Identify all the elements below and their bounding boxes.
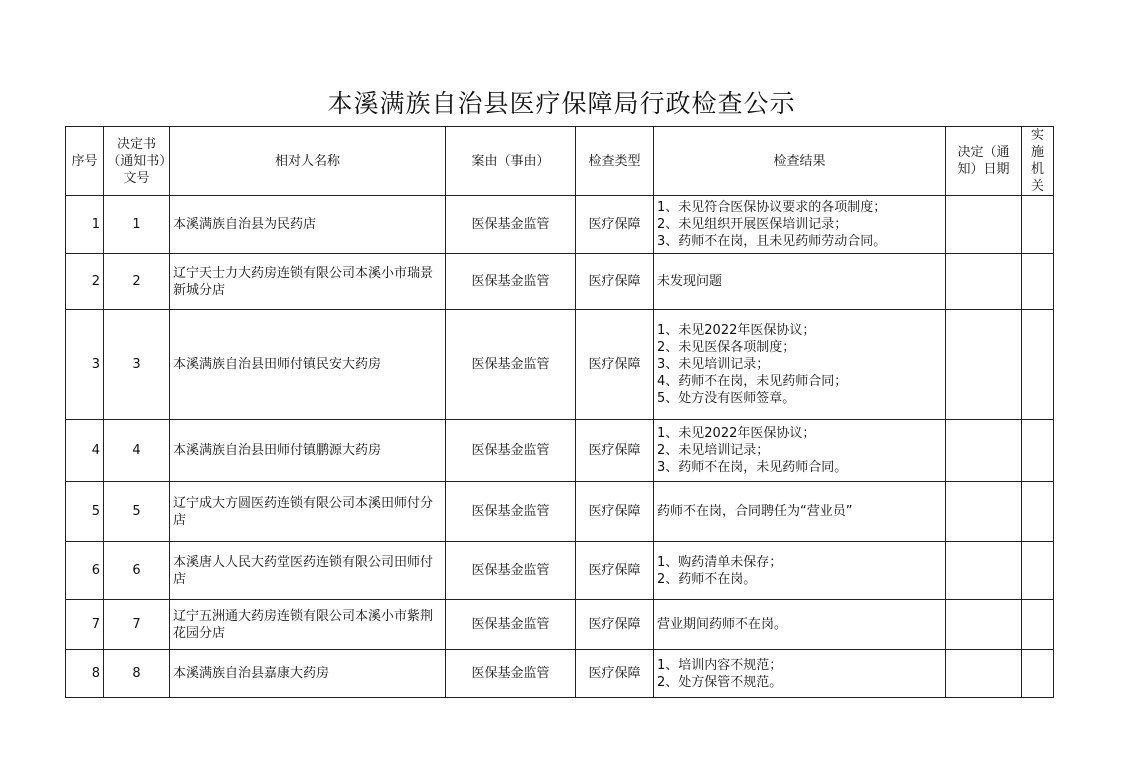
cell-type: 医疗保障 — [576, 650, 654, 698]
header-row — [66, 127, 1054, 196]
cell-reason: 医保基金监管 — [446, 196, 576, 254]
cell-result — [654, 254, 946, 310]
cell-name: 本溪唐人人民大药堂医药连锁有限公司田师付店 — [170, 542, 446, 600]
cell-result — [654, 420, 946, 482]
result-line: 未发现问题 — [657, 274, 723, 289]
table-row — [66, 600, 1054, 650]
cell-type: 医疗保障 — [576, 542, 654, 600]
cell-seq: 3 — [66, 310, 104, 420]
cell-agency — [1022, 482, 1054, 542]
result-line: 3、未见培训记录； — [657, 357, 770, 372]
cell-result — [654, 196, 946, 254]
result-line: 2、未见培训记录； — [657, 443, 770, 458]
cell-doc-no: 4 — [104, 420, 170, 482]
cell-decision-date — [946, 650, 1022, 698]
table-row — [66, 196, 1054, 254]
cell-reason: 医保基金监管 — [446, 482, 576, 542]
cell-name: 本溪满族自治县田师付镇鹏源大药房 — [170, 420, 446, 482]
result-line: 2、未见医保各项制度； — [657, 340, 796, 355]
cell-result — [654, 542, 946, 600]
cell-agency — [1022, 254, 1054, 310]
result-line: 3、药师不在岗，未见药师合同。 — [657, 460, 848, 475]
cell-doc-no: 1 — [104, 196, 170, 254]
cell-seq: 5 — [66, 482, 104, 542]
cell-doc-no: 2 — [104, 254, 170, 310]
cell-decision-date — [946, 542, 1022, 600]
cell-name: 辽宁五洲通大药房连锁有限公司本溪小市紫荆花园分店 — [170, 600, 446, 650]
cell-reason: 医保基金监管 — [446, 254, 576, 310]
cell-type: 医疗保障 — [576, 310, 654, 420]
cell-doc-no: 5 — [104, 482, 170, 542]
cell-agency — [1022, 420, 1054, 482]
cell-agency — [1022, 310, 1054, 420]
table-row — [66, 310, 1054, 420]
result-line: 5、处方没有医师签章。 — [657, 391, 796, 406]
cell-agency — [1022, 196, 1054, 254]
table-row — [66, 650, 1054, 698]
header-agency: 实施机关 — [1022, 127, 1054, 196]
header-name: 相对人名称 — [170, 127, 446, 196]
table-row — [66, 420, 1054, 482]
cell-result — [654, 600, 946, 650]
cell-reason: 医保基金监管 — [446, 310, 576, 420]
result-line: 4、药师不在岗，未见药师合同； — [657, 374, 848, 389]
header-reason: 案由（事由） — [446, 127, 576, 196]
cell-seq: 8 — [66, 650, 104, 698]
cell-doc-no: 6 — [104, 542, 170, 600]
cell-type: 医疗保障 — [576, 600, 654, 650]
cell-name: 辽宁天士力大药房连锁有限公司本溪小市瑞景新城分店 — [170, 254, 446, 310]
table-row — [66, 542, 1054, 600]
header-decision-date: 决定（通 知）日期 — [946, 127, 1022, 196]
cell-result — [654, 310, 946, 420]
cell-doc-no: 7 — [104, 600, 170, 650]
result-line: 1、培训内容不规范； — [657, 657, 783, 673]
header-doc-no: 决定书（通知书）文号 — [104, 127, 170, 196]
cell-agency — [1022, 600, 1054, 650]
cell-agency — [1022, 650, 1054, 698]
table-row — [66, 254, 1054, 310]
header-type: 检查类型 — [576, 127, 654, 196]
cell-type: 医疗保障 — [576, 420, 654, 482]
header-seq: 序号 — [66, 127, 104, 196]
cell-name: 本溪满族自治县田师付镇民安大药房 — [170, 310, 446, 420]
cell-type: 医疗保障 — [576, 482, 654, 542]
cell-reason: 医保基金监管 — [446, 420, 576, 482]
result-line: 1、未见2022年医保协议； — [657, 323, 816, 338]
cell-seq: 4 — [66, 420, 104, 482]
cell-decision-date — [946, 310, 1022, 420]
cell-result — [654, 482, 946, 542]
cell-seq: 7 — [66, 600, 104, 650]
cell-seq: 6 — [66, 542, 104, 600]
cell-result — [654, 650, 946, 698]
cell-type: 医疗保障 — [576, 254, 654, 310]
cell-type: 医疗保障 — [576, 196, 654, 254]
page-title: 本溪满族自治县医疗保障局行政检查公示 — [327, 89, 796, 118]
cell-seq: 2 — [66, 254, 104, 310]
cell-name: 本溪满族自治县嘉康大药房 — [170, 650, 446, 698]
cell-doc-no: 3 — [104, 310, 170, 420]
cell-decision-date — [946, 420, 1022, 482]
cell-seq: 1 — [66, 196, 104, 254]
cell-decision-date — [946, 600, 1022, 650]
result-line: 2、处方保管不规范。 — [657, 674, 783, 690]
result-line: 1、未见2022年医保协议； — [657, 426, 816, 441]
header-result: 检查结果 — [654, 127, 946, 196]
cell-decision-date — [946, 196, 1022, 254]
cell-reason: 医保基金监管 — [446, 542, 576, 600]
cell-name: 辽宁成大方圆医药连锁有限公司本溪田师付分店 — [170, 482, 446, 542]
cell-name: 本溪满族自治县为民药店 — [170, 196, 446, 254]
result-line: 营业期间药师不在岗。 — [657, 617, 788, 632]
table-body — [66, 196, 1054, 698]
result-line: 2、未见组织开展医保培训记录； — [657, 217, 848, 232]
cell-decision-date — [946, 254, 1022, 310]
cell-reason: 医保基金监管 — [446, 650, 576, 698]
cell-agency — [1022, 542, 1054, 600]
result-line: 2、药师不在岗。 — [657, 571, 757, 587]
cell-decision-date — [946, 482, 1022, 542]
result-line: 1、未见符合医保协议要求的各项制度； — [657, 200, 887, 215]
table-row — [66, 482, 1054, 542]
inspection-table — [65, 126, 1054, 698]
result-line: 3、药师不在岗，且未见药师劳动合同。 — [657, 234, 887, 249]
cell-reason: 医保基金监管 — [446, 600, 576, 650]
cell-doc-no: 8 — [104, 650, 170, 698]
result-line: 1、购药清单未保存； — [657, 554, 783, 570]
result-line: 药师不在岗，合同聘任为“营业员” — [657, 504, 853, 519]
